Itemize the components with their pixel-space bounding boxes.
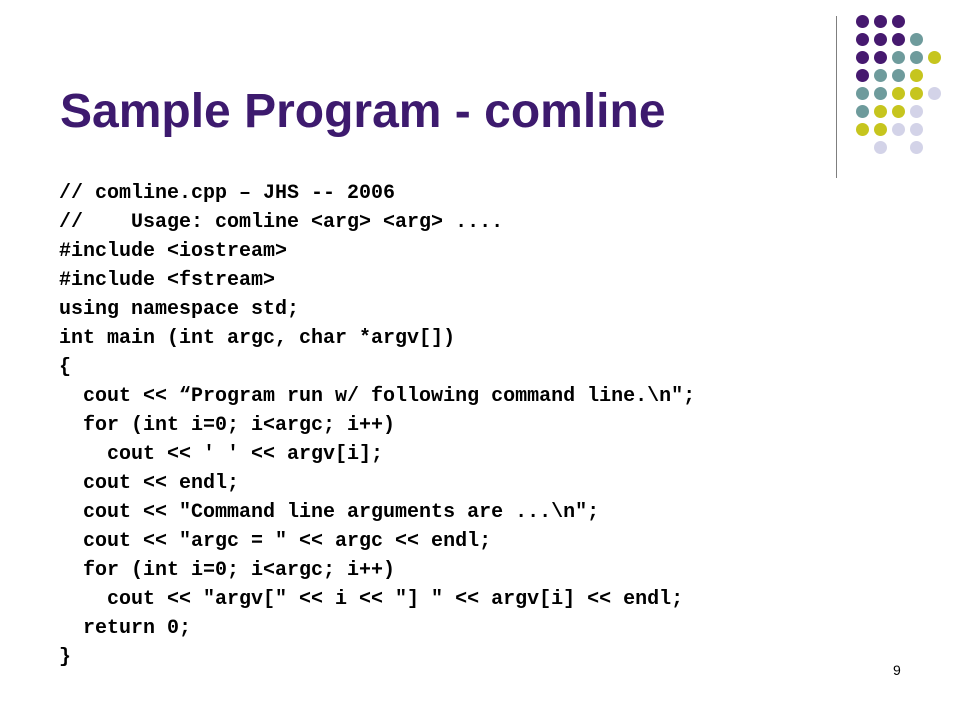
decor-dot	[892, 69, 905, 82]
decor-dot	[910, 123, 923, 136]
decor-dot	[910, 87, 923, 100]
code-line: using namespace std;	[59, 298, 300, 321]
decor-dot	[910, 141, 923, 154]
decor-dot	[928, 87, 941, 100]
code-line: int main (int argc, char *argv[])	[59, 327, 456, 350]
code-line: cout << "argc = " << argc << endl;	[59, 530, 492, 553]
code-line: // comline.cpp – JHS -- 2006	[59, 182, 396, 205]
code-line: cout << ' ' << argv[i];	[59, 443, 384, 466]
decor-dot	[892, 15, 905, 28]
decor-dot	[856, 33, 869, 46]
code-line: // Usage: comline <arg> <arg> ....	[59, 211, 504, 234]
decor-dot	[892, 33, 905, 46]
decor-dot	[910, 105, 923, 118]
code-line: return 0;	[59, 617, 192, 640]
code-line: for (int i=0; i<argc; i++)	[59, 559, 396, 582]
decor-dot	[910, 51, 923, 64]
code-line: #include <iostream>	[59, 240, 288, 263]
decor-dot	[874, 51, 887, 64]
decor-dot	[910, 33, 923, 46]
slide-title: Sample Program - comline	[60, 85, 666, 138]
decor-dot	[856, 15, 869, 28]
decor-dot	[928, 51, 941, 64]
code-line: cout << endl;	[59, 472, 240, 495]
code-line: for (int i=0; i<argc; i++)	[59, 414, 396, 437]
decor-dot	[874, 69, 887, 82]
decor-dot	[856, 51, 869, 64]
decor-dot	[874, 105, 887, 118]
code-line: cout << "argv[" << i << "] " << argv[i] << endl;	[59, 588, 684, 611]
decor-dot	[874, 15, 887, 28]
decor-dot	[892, 51, 905, 64]
vertical-divider	[836, 16, 837, 178]
code-line: }	[59, 646, 72, 669]
decor-dot	[874, 87, 887, 100]
decor-dot	[892, 105, 905, 118]
code-line: {	[59, 356, 72, 379]
code-block	[59, 179, 695, 672]
decor-dot	[856, 87, 869, 100]
decor-dot	[856, 69, 869, 82]
decor-dot	[874, 123, 887, 136]
decor-dot	[874, 33, 887, 46]
page-number: 9	[893, 662, 901, 678]
code-line: #include <fstream>	[59, 269, 276, 292]
decor-dot	[910, 69, 923, 82]
decor-dot	[892, 123, 905, 136]
decor-dot	[856, 105, 869, 118]
decor-dot	[892, 87, 905, 100]
code-line: cout << “Program run w/ following command line.\n";	[59, 385, 696, 408]
decor-dot	[874, 141, 887, 154]
decor-dot	[856, 123, 869, 136]
code-line: cout << "Command line arguments are ...\n";	[59, 501, 600, 524]
